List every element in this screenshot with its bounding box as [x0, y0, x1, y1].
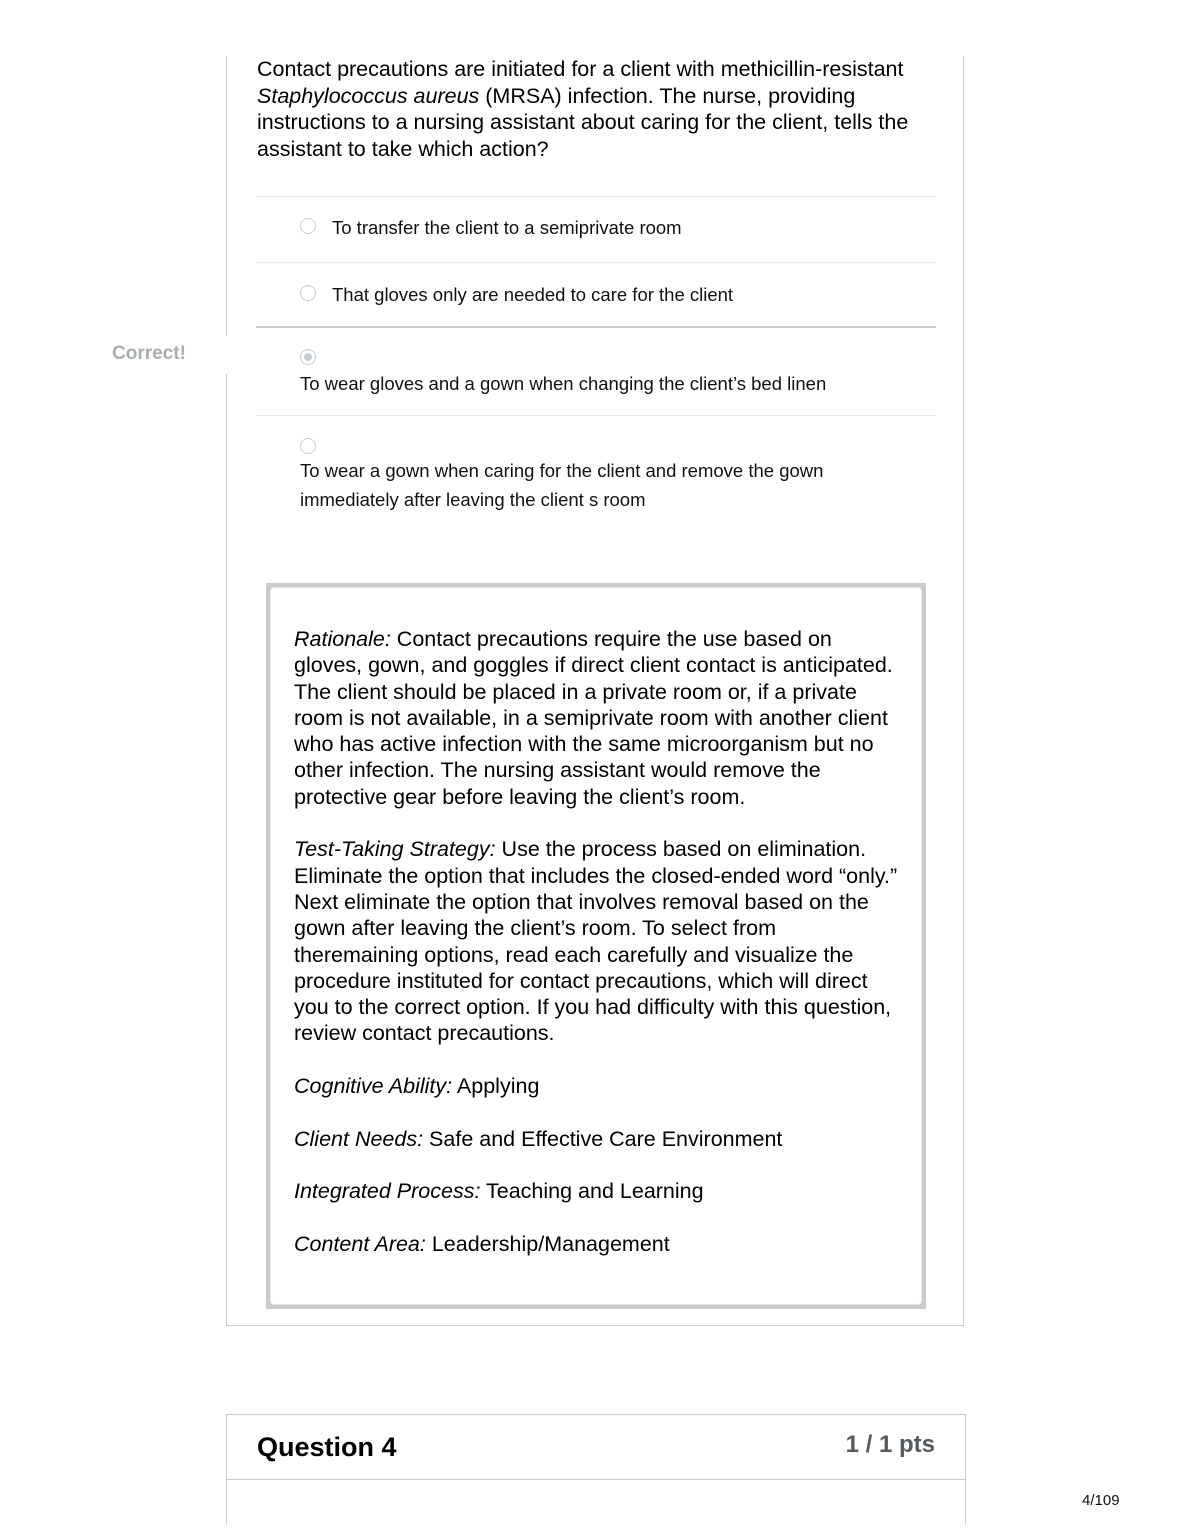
- correct-indicator: Correct!: [112, 343, 186, 364]
- question-text: Contact precautions are initiated for a client with methicillin-resistant Staphylococcus aureus (MRSA) infection. The nurse, providing instructions to a nursing assistant about caring for the client, tells the assistant to take which action?: [257, 57, 909, 161]
- content-area: Content Area: Leadership/Management: [294, 1231, 670, 1256]
- answer-label: To transfer the client to a semiprivate room: [332, 217, 682, 238]
- question-header: [227, 1415, 965, 1480]
- radio-button[interactable]: [300, 285, 316, 301]
- answer-label: To wear a gown when caring for the client and remove the gown immediately after leaving the client s room: [300, 460, 824, 510]
- cognitive-ability: Cognitive Ability: Applying: [294, 1074, 540, 1099]
- answer-label: That gloves only are needed to care for the client: [332, 284, 734, 305]
- question-4-card: [226, 1414, 966, 1524]
- answer-option-3[interactable]: [256, 326, 936, 416]
- answer-option-1[interactable]: [256, 196, 936, 263]
- answer-option-4[interactable]: [256, 415, 936, 525]
- rationale-paragraph: Rationale: Contact precautions require the use based on gloves, gown, and goggles if direct client contact is anticipated. The client should be placed in a private room or, if a private room is not available, in a semiprivate room with another client who has active infection with the same microorganism but no other infection. The nursing assistant would remove the protective gear before leaving the client’s room.: [294, 627, 893, 809]
- answer-option-2[interactable]: [256, 262, 936, 328]
- question-points: 1 / 1 pts: [845, 1431, 935, 1458]
- answer-label: To wear gloves and a gown when changing the client’s bed linen: [300, 373, 827, 394]
- rationale-panel: [266, 583, 926, 1309]
- integrated-process: Integrated Process: Teaching and Learning: [294, 1179, 704, 1204]
- page-number: 4/109: [1082, 1492, 1120, 1509]
- radio-button-checked[interactable]: [300, 349, 316, 365]
- card-border-gap: [222, 336, 230, 374]
- strategy-paragraph: Test-Taking Strategy: Use the process based on elimination. Eliminate the option that includes the closed-ended word “only.” Next eliminate the option that involves removal based on the gown after leaving the client’s room. To select from theremaining options, read each carefully and visualize the procedure instituted for contact precautions, which will direct you to the correct option. If you had difficulty with this question, review contact precautions.: [294, 837, 898, 1046]
- radio-button[interactable]: [300, 218, 316, 234]
- question-title: Question 4: [257, 1432, 397, 1462]
- rationale-scroll-area[interactable]: [270, 587, 922, 1305]
- radio-button[interactable]: [300, 438, 316, 454]
- rationale-content: [294, 626, 904, 1283]
- client-needs: Client Needs: Safe and Effective Care Environment: [294, 1126, 783, 1151]
